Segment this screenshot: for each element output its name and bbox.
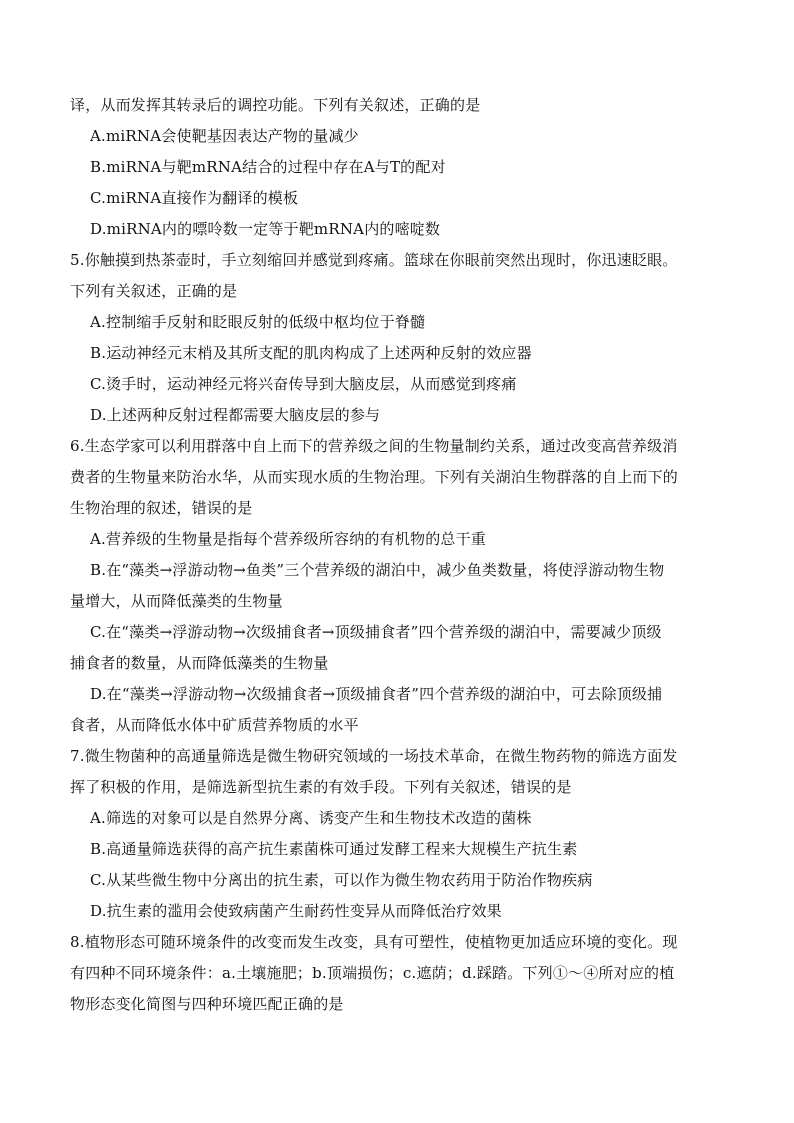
q6-option-b-line-1: B.在“藻类→浮游动物→鱼类”三个营养级的湖泊中，减少鱼类数量，将使浮游动物生物 (90, 561, 665, 579)
q4-option-a: A.miRNA会使靶基因表达产物的量减少 (90, 127, 359, 145)
q7-option-c: C.从某些微生物中分离出的抗生素，可以作为微生物农药用于防治作物疾病 (90, 871, 593, 889)
q5-option-d: D.上述两种反射过程都需要大脑皮层的参与 (90, 406, 381, 424)
q6-option-d-line-1: D.在“藻类→浮游动物→次级捕食者→顶级捕食者”四个营养级的湖泊中，可去除顶级捕 (90, 685, 663, 703)
q8-stem-line-1: 8.植物形态可随环境条件的改变而发生改变，具有可塑性，使植物更加适应环境的变化。现 (70, 933, 678, 951)
q6-option-c-line-1: C.在“藻类→浮游动物→次级捕食者→顶级捕食者”四个营养级的湖泊中，需要减少顶级 (90, 623, 662, 641)
q7-stem-line-2: 挥了积极的作用，是筛选新型抗生素的有效手段。下列有关叙述，错误的是 (70, 778, 572, 796)
q6-stem-line-1: 6.生态学家可以利用群落中自上而下的营养级之间的生物量制约关系，通过改变高营养级消 (70, 437, 678, 455)
q4-option-d: D.miRNA内的嘌呤数一定等于靶mRNA内的嘧啶数 (90, 220, 441, 238)
q5-option-b: B.运动神经元末梢及其所支配的肌肉构成了上述两种反射的效应器 (90, 344, 532, 362)
q7-option-b: B.高通量筛选获得的高产抗生素菌株可通过发酵工程来大规模生产抗生素 (90, 840, 578, 858)
q4-stem-continuation: 译，从而发挥其转录后的调控功能。下列有关叙述，正确的是 (70, 96, 481, 114)
q4-option-c: C.miRNA直接作为翻译的模板 (90, 189, 299, 207)
q7-stem-line-1: 7.微生物菌种的高通量筛选是微生物研究领域的一场技术革命，在微生物药物的筛选方面发 (70, 747, 678, 765)
q5-option-a: A.控制缩手反射和眨眼反射的低级中枢均位于脊髓 (90, 313, 426, 331)
q8-stem-line-3: 物形态变化简图与四种环境匹配正确的是 (70, 995, 344, 1013)
q5-option-c: C.烫手时，运动神经元将兴奋传导到大脑皮层，从而感觉到疼痛 (90, 375, 517, 393)
q6-option-c-line-2: 捕食者的数量，从而降低藻类的生物量 (70, 654, 329, 672)
q6-option-a: A.营养级的生物量是指每个营养级所容纳的有机物的总干重 (90, 530, 487, 548)
q5-stem-line-2: 下列有关叙述，正确的是 (70, 282, 238, 300)
q6-option-b-line-2: 量增大，从而降低藻类的生物量 (70, 592, 283, 610)
q7-option-d: D.抗生素的滥用会使致病菌产生耐药性变异从而降低治疗效果 (90, 902, 502, 920)
q6-stem-line-3: 生物治理的叙述，错误的是 (70, 499, 253, 517)
q8-stem-line-2: 有四种不同环境条件：a.土壤施肥；b.顶端损伤；c.遮荫；d.踩踏。下列①～④所对应的植 (70, 964, 675, 982)
q5-stem-line-1: 5.你触摸到热茶壶时，手立刻缩回并感觉到疼痛。篮球在你眼前突然出现时，你迅速眨眼。 (70, 251, 678, 269)
q6-option-d-line-2: 食者，从而降低水体中矿质营养物质的水平 (70, 716, 359, 734)
q7-option-a: A.筛选的对象可以是自然界分离、诱变产生和生物技术改造的菌株 (90, 809, 532, 827)
q6-stem-line-2: 费者的生物量来防治水华，从而实现水质的生物治理。下列有关湖泊生物群落的自上而下的 (70, 468, 679, 486)
q4-option-b: B.miRNA与靶mRNA结合的过程中存在A与T的配对 (90, 158, 446, 176)
